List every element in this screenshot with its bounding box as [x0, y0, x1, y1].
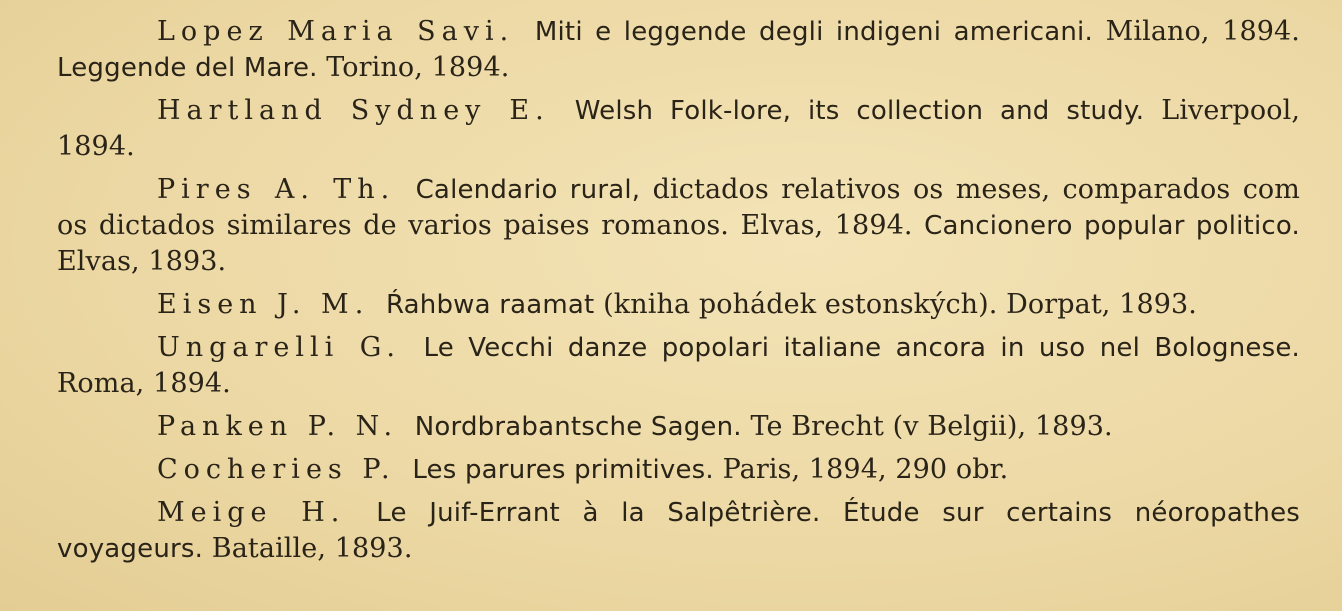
entry-publication: Bataille, 1893. [211, 533, 413, 564]
entry-title-secondary: Cancionero popular politico. [924, 211, 1300, 241]
bibliography-entry [57, 330, 1300, 402]
entry-author: Panken P. N. [157, 411, 399, 442]
entry-author: Ungarelli G. [157, 332, 401, 363]
entry-publication: dictados relativos os meses, comparados com os dictados similares de varios paises romanos. Elvas, 1894. [57, 174, 1300, 241]
entry-publication: (kniha pohádek estonských). Dorpat, 1893. [603, 289, 1197, 320]
entry-title: Calendario rural, [415, 175, 641, 205]
bibliography-entry [57, 14, 1300, 86]
entry-author: Eisen J. M. [157, 289, 370, 320]
entry-publication-secondary: Torino, 1894. [326, 52, 510, 83]
entry-author: Lopez Maria Savi. [157, 16, 515, 47]
entry-title: Ŕahbwa raamat [385, 290, 595, 320]
entry-title: Nordbrabantsche Sagen. [414, 412, 742, 442]
bibliography-entry [57, 495, 1300, 567]
bibliography-entry [57, 287, 1300, 323]
entry-publication: Te Brecht (v Belgii), 1893. [750, 411, 1113, 442]
entry-author: Pires A. Th. [157, 174, 396, 205]
bibliography-entry [57, 452, 1300, 488]
entry-author: Hartland Sydney E. [157, 95, 550, 126]
entry-publication: Milano, 1894. [1105, 16, 1300, 47]
entry-author: Meige H. [157, 497, 346, 528]
bibliography-entry [57, 172, 1300, 280]
bibliography-entry [57, 409, 1300, 445]
entry-publication-secondary: Elvas, 1893. [57, 246, 227, 277]
entry-publication: Roma, 1894. [57, 368, 231, 399]
entry-title: Les parures primitives. [412, 455, 714, 485]
entry-author: Cocheries P. [157, 454, 396, 485]
entry-title: Welsh Folk-lore, its collection and study. [574, 96, 1145, 126]
entry-title: Le Vecchi danze popolari italiane ancora in uso nel Bolognese. [423, 333, 1300, 363]
entry-title: Le Juif-Errant à la Salpêtrière. Étude sur certains néoropathes voyageurs. [57, 498, 1301, 564]
entry-title: Miti e leggende degli indigeni americani. [534, 17, 1093, 47]
bibliography-entry [57, 93, 1300, 165]
entry-publication: Liverpool, 1894. [57, 95, 1301, 162]
entry-publication: Paris, 1894, 290 obr. [722, 454, 1009, 485]
entry-title-secondary: Leggende del Mare. [57, 53, 318, 83]
